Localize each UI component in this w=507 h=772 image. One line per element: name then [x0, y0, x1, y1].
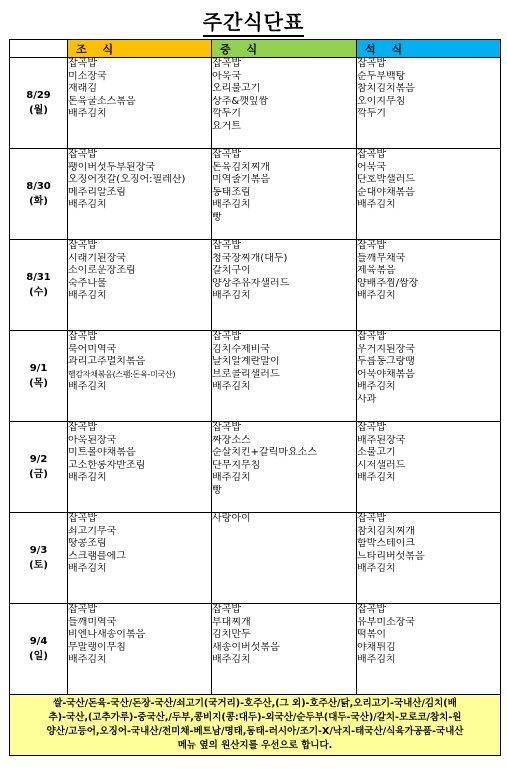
weekday-label: (일)	[29, 651, 48, 662]
menu-item: 스크램블에그	[68, 550, 126, 562]
menu-item: 배추김치	[357, 654, 396, 665]
date-cell	[10, 422, 68, 513]
date-label: 9/4	[29, 636, 48, 647]
menu-item: 깍두기	[357, 108, 386, 119]
menu-item: 배추김치	[68, 381, 107, 392]
day-row	[10, 422, 501, 513]
menu-item: 배추김치	[68, 563, 107, 574]
menu-item: 참치김치볶음	[357, 83, 415, 94]
menu-item: 시저샐러드	[357, 459, 406, 471]
day-row	[10, 513, 501, 604]
menu-item: 어묵국	[357, 161, 386, 173]
lunch-cell	[212, 604, 357, 695]
menu-item: 잡곡밥	[212, 604, 241, 615]
menu-item: 청국장찌개(대두)	[212, 252, 288, 264]
origin-note-line: 추)-국산,(고추가루)-중국산,/두부,콩비지(콩:대두)-외국산/순두부(대두-국산)/갈치-모로코/참치-원	[48, 712, 462, 723]
date-cell	[10, 604, 68, 695]
menu-item: 돈육김치찌개	[212, 161, 270, 173]
menu-item: 배추김치	[68, 199, 107, 210]
menu-item: 아욱된장국	[68, 434, 117, 446]
lunch-cell	[212, 422, 357, 513]
breakfast-cell	[68, 513, 212, 604]
menu-item: 김치만두	[212, 629, 251, 640]
menu-item: 사랑아이	[212, 513, 251, 524]
menu-item: 배추김치	[212, 199, 251, 210]
menu-item: 땅콩조림	[68, 538, 107, 549]
lunch-cell	[212, 240, 357, 331]
date-label: 8/30	[26, 181, 51, 192]
menu-item: 배추김치	[68, 472, 107, 483]
date-label: 9/3	[29, 545, 48, 556]
weekday-label: (화)	[29, 196, 48, 207]
menu-item: 배추김치	[357, 290, 396, 301]
weekly-menu-table	[9, 39, 501, 756]
menu-item: 잡곡밥	[357, 240, 386, 251]
menu-item: 쇠고기무국	[68, 525, 117, 537]
menu-item: 들깨무채국	[357, 252, 406, 264]
dinner-cell	[357, 422, 501, 513]
menu-item: 햄감자채볶음(스팸:돈육-미국산)	[68, 369, 176, 379]
menu-item: 오징어젓갈(오징어:필레산)	[68, 174, 186, 185]
menu-item: 오이지무침	[357, 95, 406, 107]
menu-item: 소불고기	[357, 447, 396, 458]
menu-item: 단무지무침	[212, 459, 261, 471]
breakfast-cell	[68, 422, 212, 513]
page-title	[0, 6, 507, 35]
dinner-cell	[357, 58, 501, 149]
header-row	[10, 40, 501, 58]
date-cell	[10, 513, 68, 604]
origin-note-line: 메뉴 옆의 원산지를 우선으로 합니다.	[177, 740, 333, 751]
menu-item: 시래기된장국	[68, 252, 126, 264]
menu-item: 배추김치	[212, 290, 251, 301]
breakfast-cell	[68, 331, 212, 422]
menu-item: 미소장국	[68, 70, 107, 82]
breakfast-cell	[68, 58, 212, 149]
date-label: 8/31	[26, 272, 51, 283]
menu-item: 사과	[357, 393, 377, 405]
day-row	[10, 331, 501, 422]
menu-item: 우거지된장국	[357, 343, 415, 355]
menu-item: 두릅동그랑땡	[357, 356, 415, 367]
menu-item: 배추김치	[357, 472, 396, 483]
lunch-cell	[212, 58, 357, 149]
header-lunch: 중 식	[212, 40, 357, 58]
menu-item: 메추리알조림	[68, 186, 126, 198]
day-row	[10, 240, 501, 331]
menu-item: 소이로운장조림	[68, 265, 136, 276]
menu-item: 배추김치	[68, 108, 107, 119]
menu-item: 잡곡밥	[357, 513, 386, 524]
dinner-cell	[357, 149, 501, 240]
menu-item: 어묵야채볶음	[357, 368, 415, 380]
weekday-label: (목)	[29, 378, 48, 389]
menu-item: 돈육굴소스볶음	[68, 95, 136, 107]
weekday-label: (월)	[29, 105, 48, 116]
menu-item: 짜장소스	[212, 434, 251, 446]
menu-item: 배추김치	[212, 472, 251, 483]
menu-item: 부대찌개	[212, 616, 251, 628]
menu-item: 배추김치	[212, 654, 251, 665]
menu-item: 미트볼야채볶음	[68, 447, 136, 458]
menu-item: 순대야채볶음	[357, 186, 415, 198]
menu-item: 미역줄기볶음	[212, 174, 270, 185]
date-label: 9/2	[29, 454, 48, 465]
lunch-cell	[212, 149, 357, 240]
menu-item: 팽이버섯두부된장국	[68, 161, 155, 173]
menu-item: 양상추유자샐러드	[212, 277, 290, 289]
menu-item: 날치알계란말이	[212, 356, 280, 367]
menu-item: 숙주나물	[68, 277, 107, 289]
menu-item: 잡곡밥	[68, 604, 97, 615]
header-corner	[10, 40, 68, 58]
menu-item: 빵	[212, 484, 222, 496]
menu-item: 배추김치	[357, 381, 396, 392]
menu-item: 고소한롱자반조림	[68, 459, 146, 471]
menu-item: 비엔나새송이볶음	[68, 629, 146, 640]
origin-note-line: 쌀-국산/돈육-국산/돈장-국산/쇠고기(국거리)-호주산,(그 외)-호주산/닭,오리고기-국내산/김치(배	[53, 698, 457, 709]
breakfast-cell	[68, 149, 212, 240]
breakfast-cell	[68, 604, 212, 695]
menu-item: 동태조림	[212, 186, 251, 198]
menu-item: 새송이버섯볶음	[212, 641, 280, 653]
dinner-cell	[357, 240, 501, 331]
menu-item: 아욱국	[212, 70, 241, 82]
menu-item: 잡곡밥	[68, 513, 97, 524]
date-cell	[10, 331, 68, 422]
day-row	[10, 604, 501, 695]
menu-item: 상추&깻잎쌈	[212, 95, 269, 107]
date-cell	[10, 149, 68, 240]
menu-item: 잡곡밥	[212, 240, 241, 251]
menu-item: 배추김치	[212, 381, 251, 392]
menu-item: 잡곡밥	[68, 331, 97, 342]
dinner-cell	[357, 331, 501, 422]
dinner-cell	[357, 604, 501, 695]
menu-item: 유부미소장국	[357, 616, 415, 628]
menu-item: 순살치킨+갈릭마요소스	[212, 447, 317, 458]
menu-item: 잡곡밥	[357, 58, 386, 69]
menu-item: 잡곡밥	[212, 58, 241, 69]
menu-item: 잡곡밥	[212, 331, 241, 342]
menu-item: 갈치구이	[212, 265, 251, 276]
date-cell	[10, 240, 68, 331]
menu-item: 잡곡밥	[212, 149, 241, 160]
menu-item: 브로콜리샐러드	[212, 368, 280, 380]
menu-item: 잡곡밥	[357, 422, 386, 433]
menu-item: 요거트	[212, 120, 241, 132]
menu-item: 김치수제비국	[212, 343, 270, 355]
menu-item: 배추된장국	[357, 434, 406, 446]
page-title-text: 주간식단표	[203, 10, 305, 37]
menu-item: 느타리버섯볶음	[357, 550, 425, 562]
menu-item: 잡곡밥	[357, 604, 386, 615]
menu-item: 순두부백탕	[357, 70, 406, 82]
header-breakfast: 조 식	[68, 40, 212, 58]
header-dinner: 석 식	[357, 40, 501, 58]
menu-item: 배추김치	[68, 654, 107, 665]
menu-item: 야채튀김	[357, 641, 396, 653]
menu-item: 오리불고기	[212, 83, 261, 94]
date-cell	[10, 58, 68, 149]
menu-item: 재래김	[68, 83, 97, 94]
day-row	[10, 58, 501, 149]
menu-item: 배추김치	[68, 290, 107, 301]
menu-item: 제육볶음	[357, 265, 396, 276]
menu-item: 잡곡밥	[212, 422, 241, 433]
menu-item: 떡볶이	[357, 629, 386, 640]
weekday-label: (토)	[29, 560, 48, 571]
menu-item: 양배추찜/쌈장	[357, 277, 419, 289]
date-label: 9/1	[29, 363, 48, 374]
day-row	[10, 149, 501, 240]
menu-item: 빵	[212, 211, 222, 223]
menu-item: 함박스테이크	[357, 538, 415, 549]
date-label: 8/29	[26, 90, 51, 101]
weekday-label: (금)	[29, 469, 48, 480]
menu-item: 들깨미역국	[68, 616, 117, 628]
menu-item: 단호박샐러드	[357, 174, 415, 185]
breakfast-cell	[68, 240, 212, 331]
menu-item: 잡곡밥	[357, 149, 386, 160]
origin-footer-row	[10, 695, 501, 756]
dinner-cell	[357, 513, 501, 604]
menu-item: 잡곡밥	[68, 58, 97, 69]
menu-item: 북어미역국	[68, 343, 117, 355]
menu-item: 과리고추멸치볶음	[68, 356, 146, 367]
lunch-cell	[212, 513, 357, 604]
menu-item: 배추김치	[357, 563, 396, 574]
menu-item: 배추김치	[357, 199, 396, 210]
menu-item: 잡곡밥	[68, 422, 97, 433]
menu-item: 잡곡밥	[357, 331, 386, 342]
weekday-label: (수)	[29, 287, 48, 298]
lunch-cell	[212, 331, 357, 422]
menu-item: 무말랭이무침	[68, 641, 126, 653]
menu-item: 잡곡밥	[68, 149, 97, 160]
menu-item: 깍두기	[212, 108, 241, 119]
origin-note-line: 양산/고등어,오징어-국내산/전미채-베트남/명태,동태-러시아/조기-X/낙지-태국산/식육가공품-국내산	[46, 726, 464, 737]
origin-note	[10, 695, 501, 756]
menu-item: 잡곡밥	[68, 240, 97, 251]
menu-item: 참치김치찌개	[357, 525, 415, 537]
